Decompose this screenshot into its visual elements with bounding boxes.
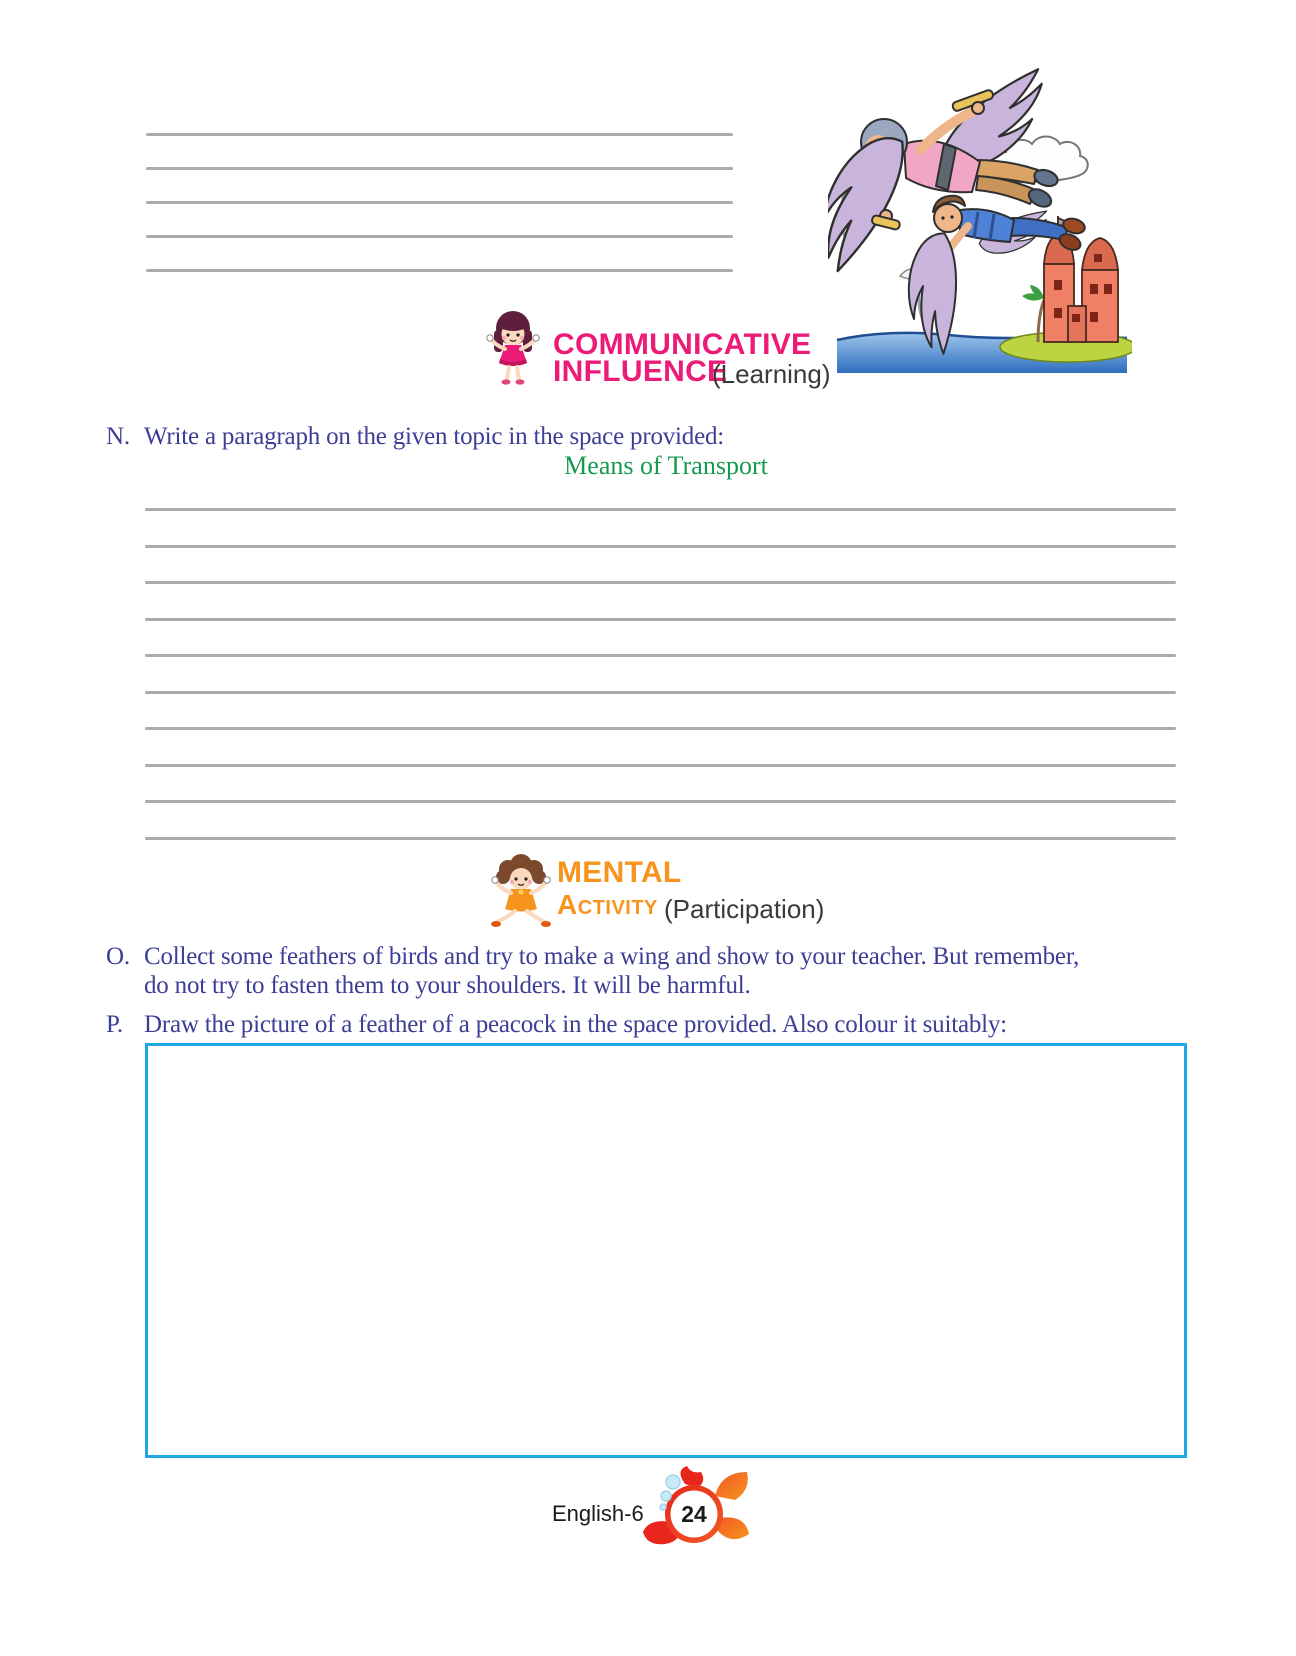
fish-tail — [680, 1466, 703, 1488]
writing-line[interactable] — [145, 508, 1176, 511]
paragraph-writing-lines[interactable] — [145, 508, 1176, 873]
writing-line[interactable] — [146, 235, 733, 238]
page-number: 24 — [681, 1501, 707, 1527]
influence-title: INFLUENCE — [553, 355, 728, 388]
question-o-line1: Collect some feathers of birds and try to make a wing and show to your teacher. But remember, — [144, 943, 1079, 970]
writing-line[interactable] — [145, 691, 1176, 694]
participation-tag: (Participation) — [664, 894, 825, 924]
fish-page-badge — [637, 1462, 759, 1556]
flying-people-with-wings-illustration — [828, 68, 1132, 374]
activity-title: Activity — [557, 889, 658, 920]
writing-line[interactable] — [146, 133, 733, 136]
question-n-label: N. — [106, 423, 130, 450]
question-p-label: P. — [106, 1011, 123, 1038]
question-p — [106, 1010, 1216, 1039]
writing-line[interactable] — [145, 654, 1176, 657]
writing-line[interactable] — [146, 167, 733, 170]
book-title: English-6 — [552, 1501, 644, 1526]
writing-line[interactable] — [146, 201, 733, 204]
mental-title: MENTAL — [557, 856, 682, 889]
writing-line[interactable] — [145, 764, 1176, 767]
writing-line[interactable] — [145, 618, 1176, 621]
question-p-text: Draw the picture of a feather of a peacock in the space provided. Also colour it suitably: — [144, 1011, 1007, 1038]
girl-pink-icon — [480, 308, 546, 392]
girl-orange-icon — [487, 854, 555, 932]
question-o-line2: do not try to fasten them to your shoulders. It will be harmful. — [144, 972, 751, 999]
fish-top-fin — [715, 1472, 748, 1500]
question-o — [106, 942, 1216, 1000]
writing-line[interactable] — [145, 800, 1176, 803]
question-n — [106, 422, 1206, 451]
writing-line[interactable] — [145, 727, 1176, 730]
question-o-text — [144, 942, 1216, 1000]
topic-means-of-transport: Means of Transport — [564, 451, 768, 480]
writing-line[interactable] — [146, 269, 733, 272]
writing-line[interactable] — [145, 545, 1176, 548]
learning-tag: (Learning) — [712, 359, 831, 389]
writing-line[interactable] — [145, 837, 1176, 840]
top-writing-lines[interactable] — [146, 133, 733, 303]
question-o-label: O. — [106, 943, 130, 970]
writing-line[interactable] — [145, 581, 1176, 584]
question-n-text: Write a paragraph on the given topic in the space provided: — [144, 423, 725, 450]
communicative-title: COMMUNICATIVE — [553, 328, 812, 361]
drawing-box[interactable] — [145, 1043, 1187, 1458]
